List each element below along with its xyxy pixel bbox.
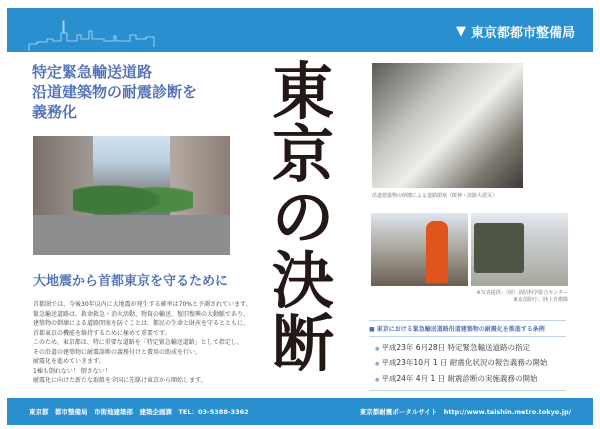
credit-line: 東京消防庁、陸上自衛隊 bbox=[512, 297, 568, 303]
ordinance-box bbox=[369, 320, 566, 391]
org-name: 東京都都市整備局 bbox=[470, 26, 575, 41]
header-banner bbox=[7, 8, 593, 52]
footer-contact: 東京都 都市整備局 市街地建築部 建築企画課 TEL：03-5388-3362 bbox=[29, 408, 249, 416]
ordinance-heading: ■ 東京における緊急輸送道路沿道建築物の耐震化を推進する条例 bbox=[369, 320, 566, 337]
body-line: 耐震化を進めていきます。 bbox=[33, 358, 105, 365]
body-line: 首都圏では、今後30年以内に大地震が発生する確率は70%と予測されています。 bbox=[33, 301, 252, 308]
section-body bbox=[33, 300, 252, 386]
ordinance-item: ● 平成24年 4月 1 日 耐震診断の実施義務の開始 bbox=[369, 373, 566, 384]
title-line: 義務化 bbox=[32, 103, 78, 121]
photo-caption: 沿道建築物の倒壊による道路閉塞（阪神・淡路大震災） bbox=[372, 193, 498, 199]
page-title bbox=[32, 62, 197, 122]
street-photo bbox=[33, 136, 230, 255]
body-line: 耐震化に向けた新たな取組を全国に先駆け東京から開始します。 bbox=[33, 377, 207, 384]
firefighter-photo bbox=[371, 213, 468, 286]
credit-line: ※写真提供：（財）消防科学総合センター bbox=[476, 290, 568, 296]
title-line: 特定緊急輸送道路 bbox=[32, 63, 153, 81]
body-line: その沿道の建築物に耐震診断の義務付けと費用の助成を行い、 bbox=[33, 348, 202, 356]
title-char: 断 bbox=[271, 307, 334, 380]
title-char: の bbox=[271, 181, 334, 254]
footer-bar bbox=[7, 398, 593, 425]
body-line: 1棟も倒れない！ 倒さない！ bbox=[33, 367, 111, 375]
ordinance-item: ● 平成23年 6月28日 特定緊急輸送道路の指定 bbox=[369, 342, 566, 353]
org-logo bbox=[456, 22, 575, 41]
photo-credit bbox=[476, 289, 568, 303]
divider bbox=[369, 390, 566, 391]
tokyo-ginkgo-icon: ▼ bbox=[455, 24, 466, 39]
body-line: 緊急輸送道路は、救命救急・消火活動、物資の輸送、復旧復興の大動脈であり、 bbox=[33, 310, 250, 318]
section-heading: 大地震から首都東京を守るために bbox=[33, 274, 229, 289]
title-char: 決 bbox=[271, 244, 334, 317]
title-char: 京 bbox=[271, 118, 334, 191]
title-line: 沿道建築物の耐震診断を bbox=[32, 83, 198, 101]
ordinance-item: ● 平成23年10月 1 日 耐震化状況の報告義務の開始 bbox=[369, 357, 566, 368]
body-line: 首都東京の機能を維持するために極めて重要です。 bbox=[33, 329, 171, 337]
main-vertical-title bbox=[258, 55, 348, 380]
footer-portal-link[interactable]: 東京都耐震ポータルサイト http://www.taishin.metro.tokyo.jp/ bbox=[359, 408, 571, 416]
skyline-icon bbox=[27, 20, 197, 52]
body-line: 建築物の倒壊による道路閉塞を防ぐことは、都民の生命と財産を守るとともに、 bbox=[33, 320, 250, 327]
title-char: 東 bbox=[271, 55, 334, 128]
military-truck-photo bbox=[471, 213, 568, 286]
earthquake-photo bbox=[372, 63, 523, 188]
body-line: このため、東京都は、特に重要な道路を「特定緊急輸送道路」として指定し、 bbox=[33, 339, 243, 346]
